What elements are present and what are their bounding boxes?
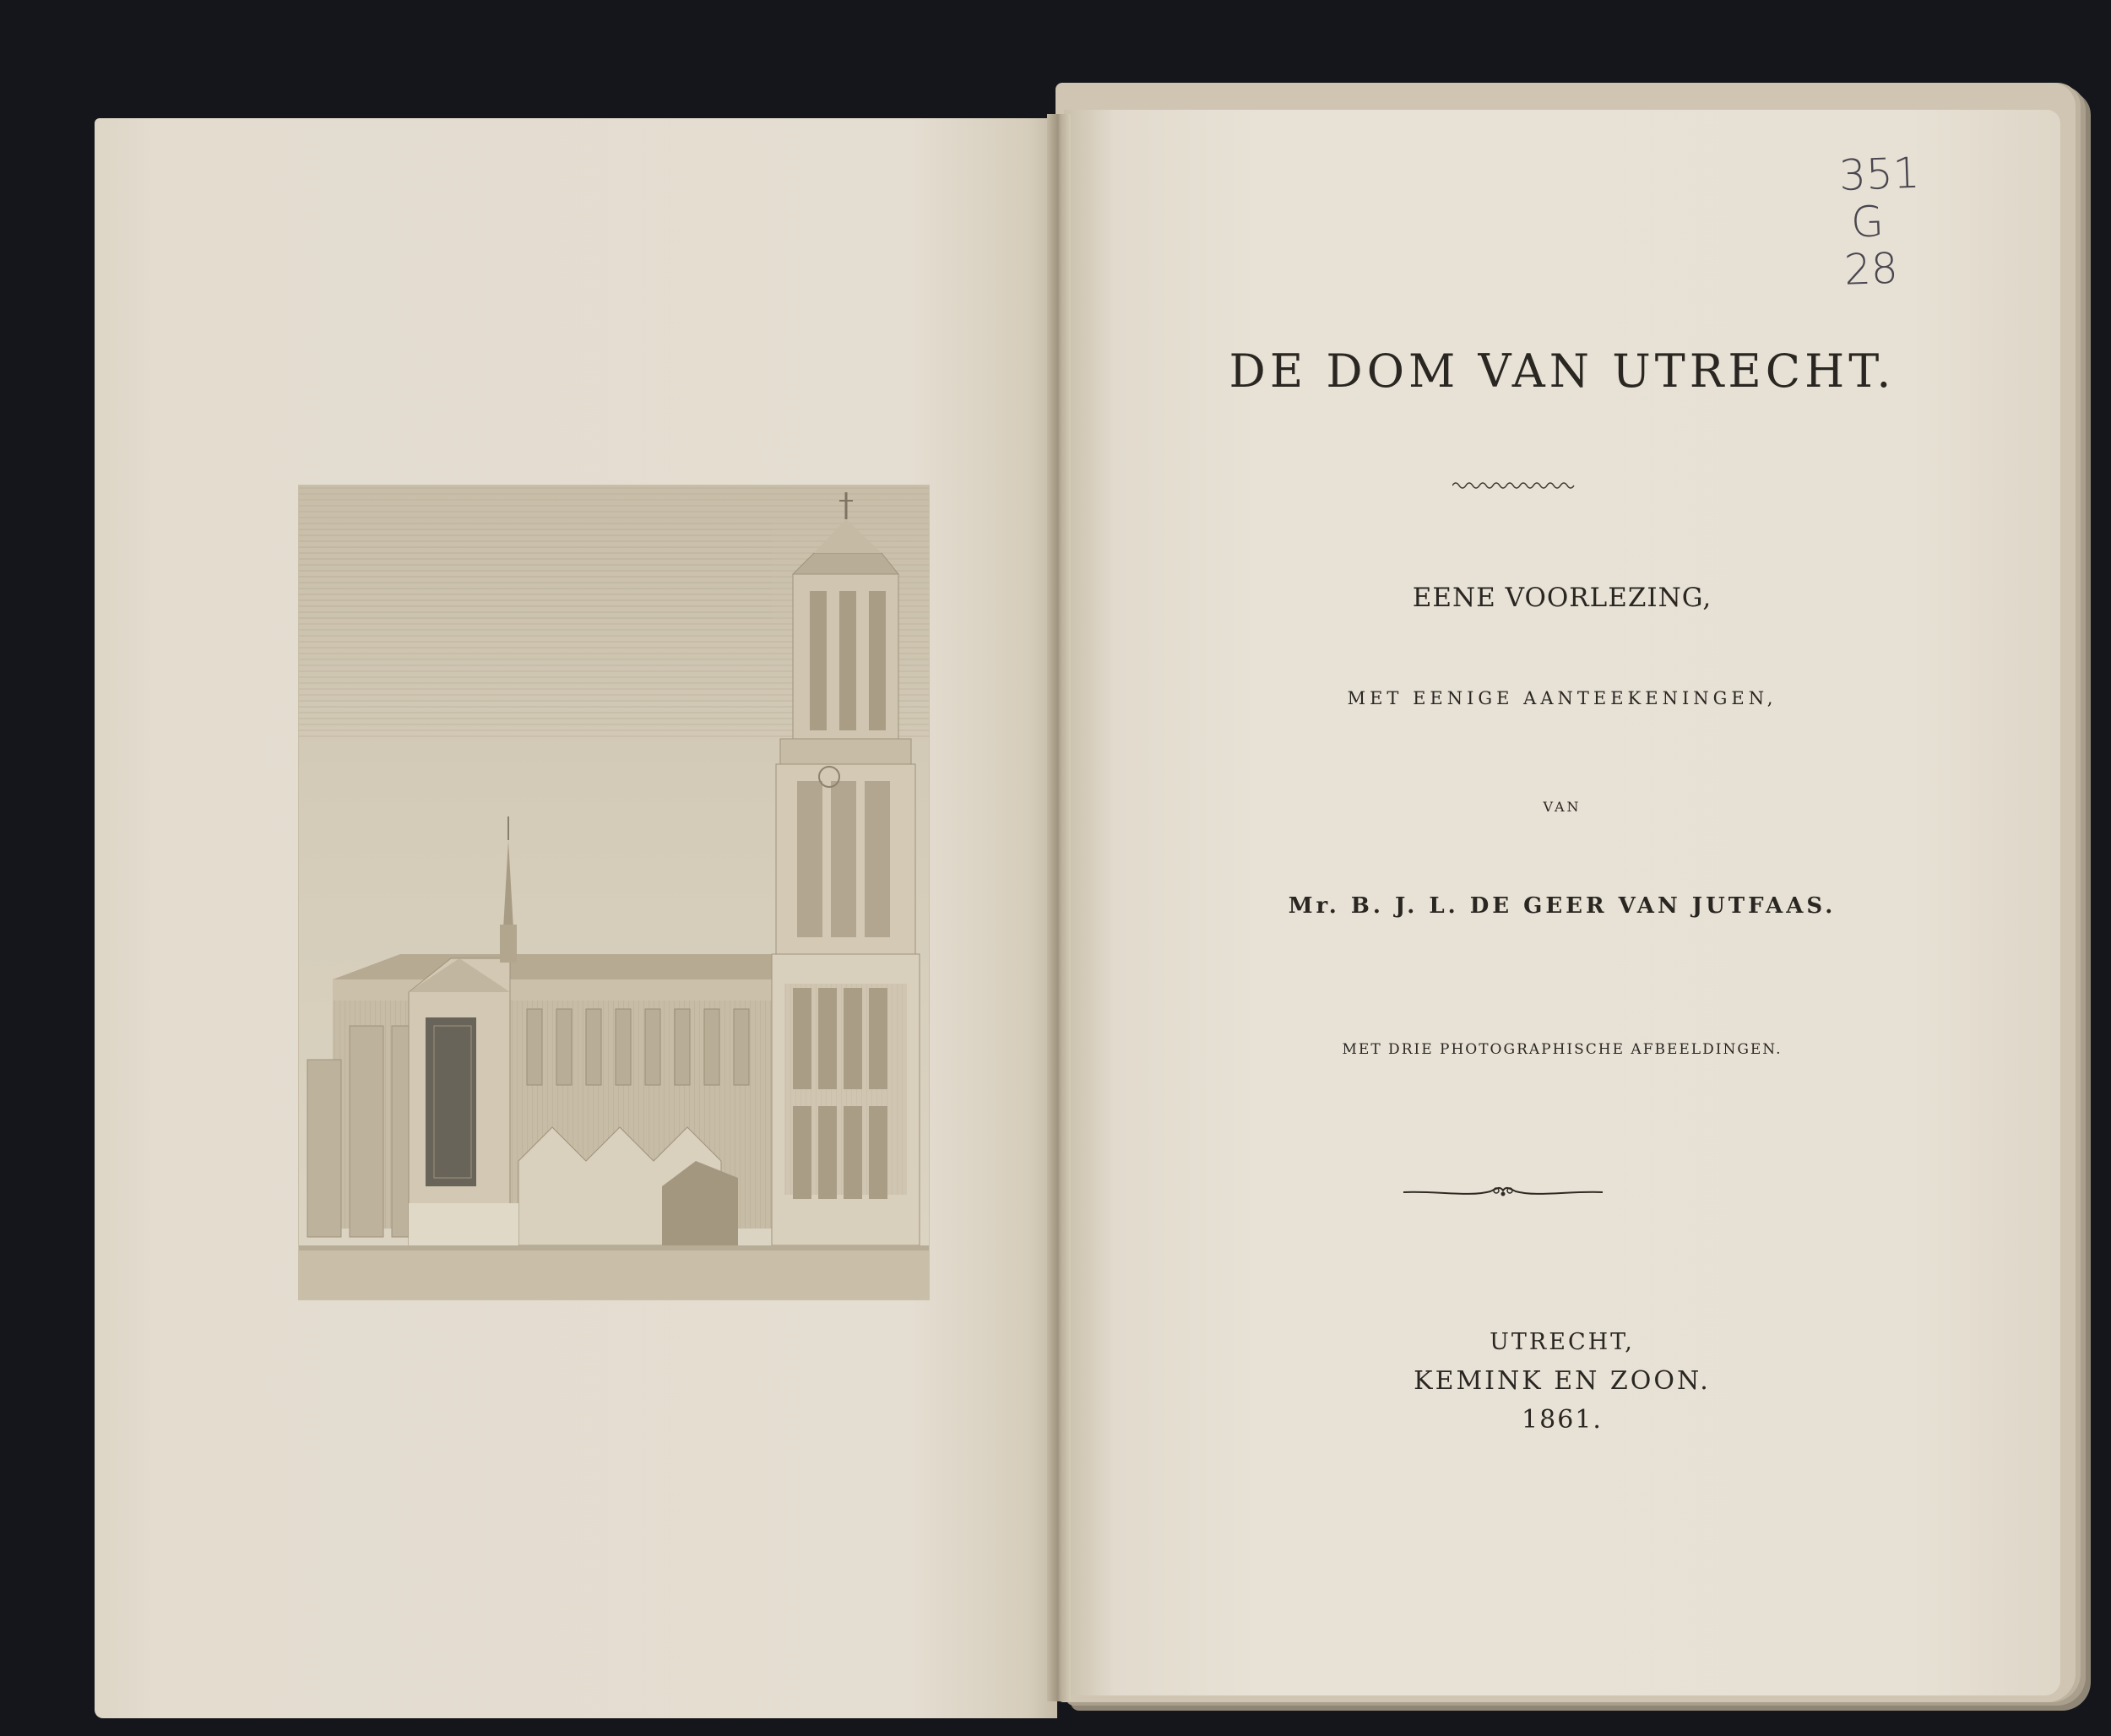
- author-name: Mr. B. J. L. DE GEER VAN JUTFAAS.: [1288, 893, 1837, 919]
- handwritten-shelfmark: [1838, 149, 1936, 294]
- imprint-publisher: KEMINK EN ZOON.: [1414, 1366, 1711, 1396]
- shelfmark-line: G: [1850, 197, 1885, 247]
- cathedral-illustration: [299, 486, 929, 1299]
- illustrations-note: MET DRIE PHOTOGRAPHISCHE AFBEELDINGEN.: [1342, 1041, 1783, 1058]
- notes-line: MET EENIGE AANTEEKENINGEN,: [1347, 688, 1777, 708]
- imprint-year: 1861.: [1522, 1405, 1603, 1435]
- shelfmark-line: 351: [1838, 148, 1921, 200]
- imprint-city: UTRECHT,: [1490, 1329, 1635, 1355]
- shelfmark-line: 28: [1842, 243, 1899, 295]
- book-subtitle: EENE VOORLEZING,: [1412, 583, 1712, 613]
- flourish-ornament: [1402, 1182, 1604, 1202]
- by-line: VAN: [1543, 799, 1582, 815]
- book-title: DE DOM VAN UTRECHT.: [1229, 344, 1896, 398]
- cathedral-photograph: [299, 486, 929, 1299]
- wavy-rule-ornament: [1452, 480, 1579, 491]
